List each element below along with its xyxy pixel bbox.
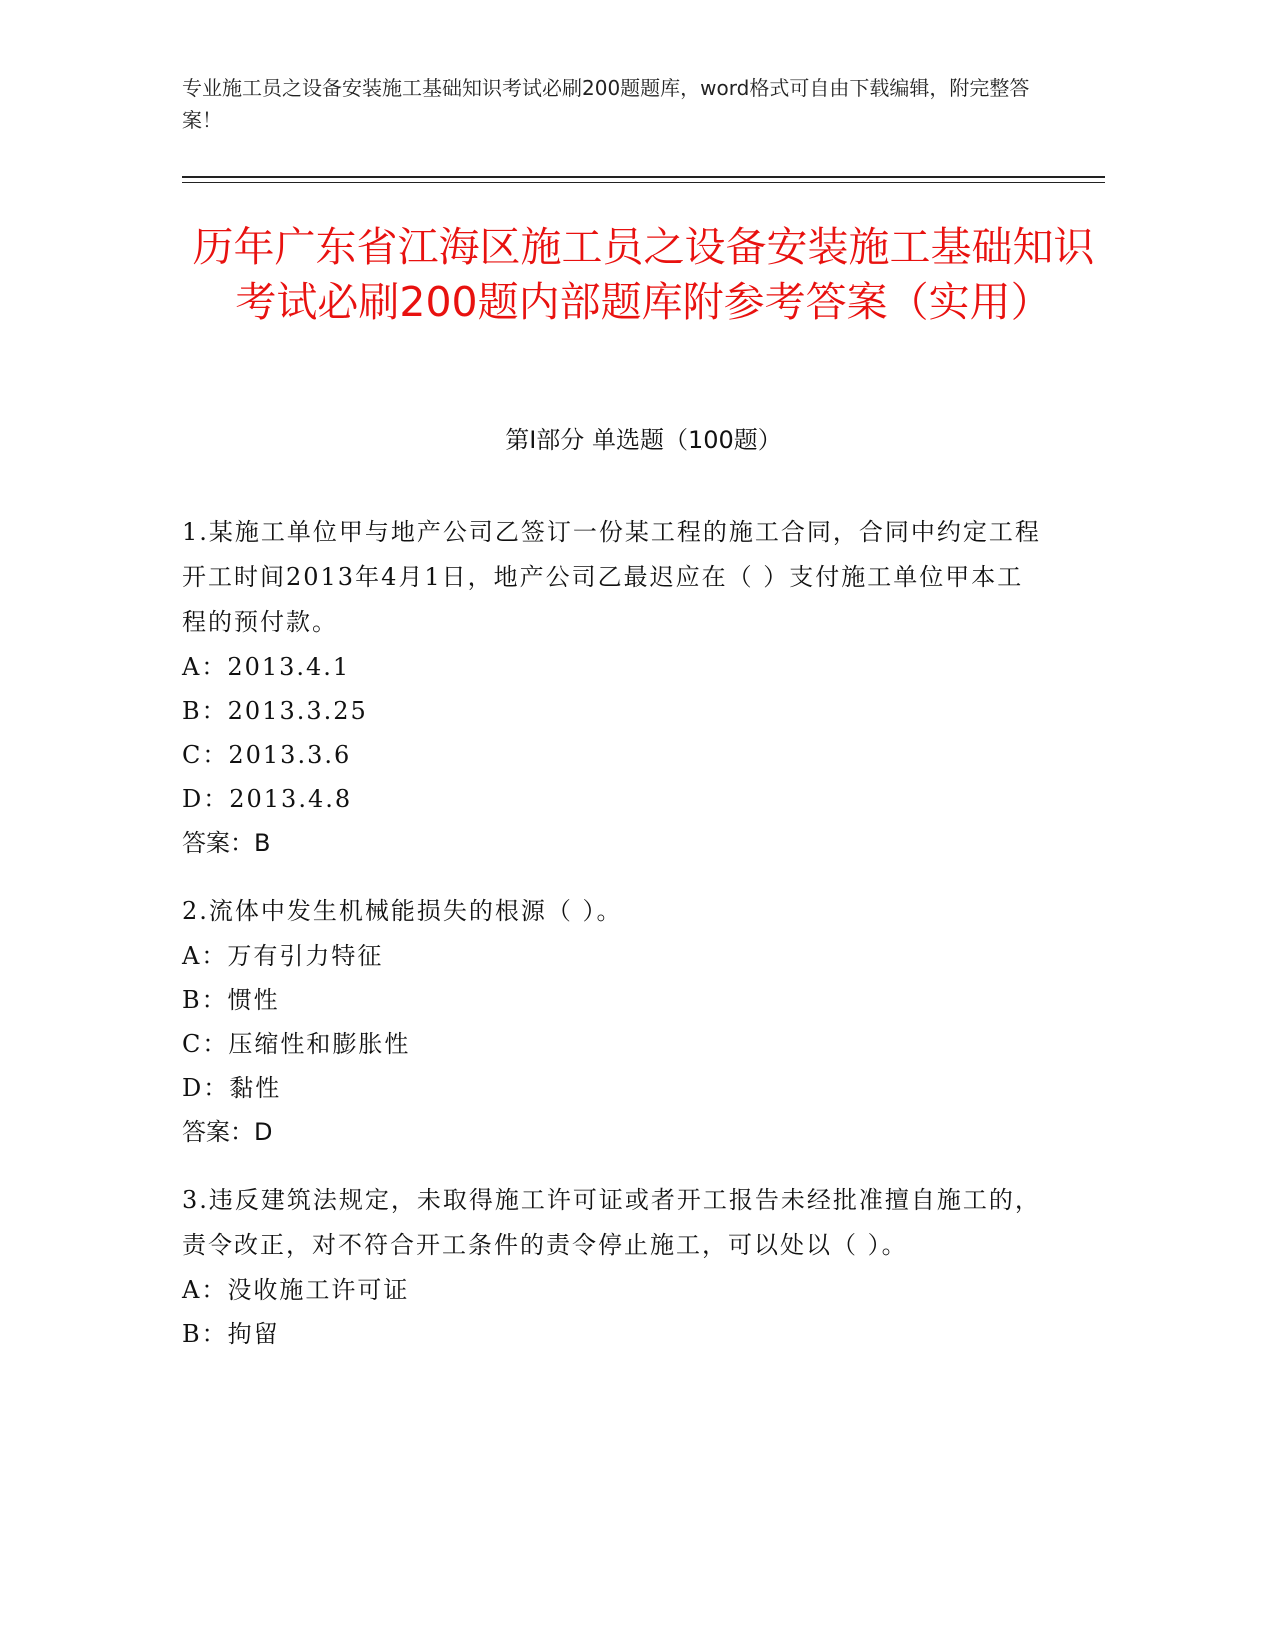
option-a: A：2013.4.1 xyxy=(182,653,351,681)
option-d: D：2013.4.8 xyxy=(182,785,353,813)
header-divider-thin xyxy=(182,182,1105,183)
question-2 xyxy=(182,889,1042,1154)
question-stem: 1.某施工单位甲与地产公司乙签订一份某工程的施工合同，合同中约定工程开工时间2013年4月1日，地产公司乙最迟应在（ ）支付施工单位甲本工程的预付款。 xyxy=(182,518,1041,636)
question-stem: 2.流体中发生机械能损失的根源（ ）。 xyxy=(182,897,623,925)
answer: 答案：B xyxy=(182,829,271,857)
question-3 xyxy=(182,1178,1042,1356)
question-1 xyxy=(182,510,1042,865)
answer: 答案：D xyxy=(182,1118,273,1146)
section-title: 第Ⅰ部分 单选题（100题） xyxy=(505,426,782,454)
option-c: C：压缩性和膨胀性 xyxy=(182,1030,411,1058)
option-a: A：没收施工许可证 xyxy=(182,1276,410,1304)
option-b: B：拘留 xyxy=(182,1320,280,1348)
header-divider-thick xyxy=(182,176,1105,178)
option-b: B：2013.3.25 xyxy=(182,697,368,725)
question-stem: 3.违反建筑法规定，未取得施工许可证或者开工报告未经批准擅自施工的，责令改正，对不符合开工条件的责令停止施工，可以处以（ ）。 xyxy=(182,1186,1041,1259)
question-list xyxy=(182,510,1042,1380)
option-a: A：万有引力特征 xyxy=(182,942,384,970)
option-b: B：惯性 xyxy=(182,986,280,1014)
option-d: D：黏性 xyxy=(182,1074,282,1102)
document-title: 历年广东省江海区施工员之设备安装施工基础知识考试必刷200题内部题库附参考答案（实用） xyxy=(192,223,1095,326)
option-c: C：2013.3.6 xyxy=(182,741,352,769)
header-note: 专业施工员之设备安装施工基础知识考试必刷200题题库，word格式可自由下载编辑，附完整答案！ xyxy=(182,76,1030,132)
